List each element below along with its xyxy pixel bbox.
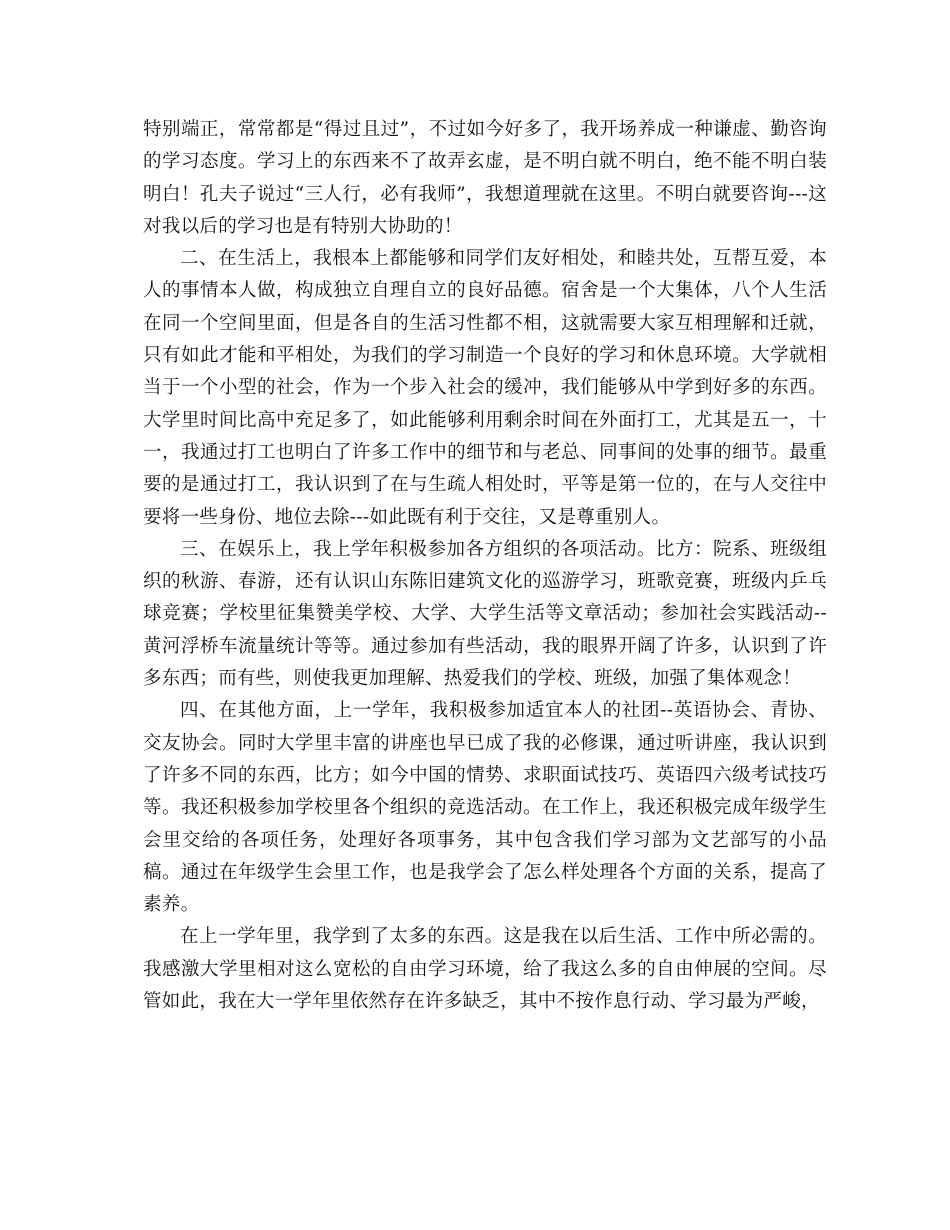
document-body bbox=[143, 114, 827, 1018]
paragraph-entertainment: 三、在娱乐上，我上学年积极参加各方组织的各项活动。比方：院系、班级组织的秋游、春游，还有认识山东陈旧建筑文化的巡游学习，班歌竞赛，班级内乒乓球竞赛；学校里征集赞美学校、大学、大学生活等文章活动；参加社会实践活动--黄河浮桥车流量统计等等。通过参加有些活动，我的眼界开阔了许多，认识到了许多东西；而有些，则使我更加理解、热爱我们的学校、班级，加强了集体观念！ bbox=[143, 538, 827, 690]
paragraph-other-aspects: 四、在其他方面，上一学年，我积极参加适宜本人的社团--英语协会、青协、交友协会。同时大学里丰富的讲座也早已成了我的必修课，通过听讲座，我认识到了许多不同的东西，比方；如今中国的情势、求职面试技巧、英语四六级考试技巧等。我还积极参加学校里各个组织的竞选活动。在工作上，我还积极完成年级学生会里交给的各项任务，处理好各项事务，其中包含我们学习部为文艺部写的小品稿。通过在年级学生会里工作，也是我学会了怎么样处理各个方面的关系，提高了素养。 bbox=[143, 700, 827, 916]
paragraph-life: 二、在生活上，我根本上都能够和同学们友好相处，和睦共处，互帮互爱，本人的事情本人做，构成独立自理自立的良好品德。宿舍是一个大集体，八个人生活在同一个空间里面，但是各自的生活习性都不相，这就需要大家互相理解和迁就，只有如此才能和平相处，为我们的学习制造一个良好的学习和休息环境。大学就相当于一个小型的社会，作为一个步入社会的缓冲，我们能够从中学到好多的东西。大学里时间比高中充足多了，如此能够利用剩余时间在外面打工，尤其是五一，十一，我通过打工也明白了许多工作中的细节和与老总、同事间的处事的细节。最重要的是通过打工，我认识到了在与生疏人相处时，平等是第一位的，在与人交往中要将一些身份、地位去除---如此既有利于交往，又是尊重别人。 bbox=[143, 248, 827, 528]
paragraph-summary: 在上一学年里，我学到了太多的东西。这是我在以后生活、工作中所必需的。我感激大学里相对这么宽松的自由学习环境，给了我这么多的自由伸展的空间。尽管如此，我在大一学年里依然存在许多缺乏，其中不按作息行动、学习最为严峻， bbox=[143, 926, 827, 1013]
paragraph-study-attitude-continued: 特别端正，常常都是“得过且过”，不过如今好多了，我开场养成一种谦虚、勤咨询的学习态度。学习上的东西来不了故弄玄虚，是不明白就不明白，绝不能不明白装明白！孔夫子说过“三人行，必有我师”，我想道理就在这里。不明白就要咨询---这对我以后的学习也是有特别大协助的！ bbox=[143, 119, 827, 237]
